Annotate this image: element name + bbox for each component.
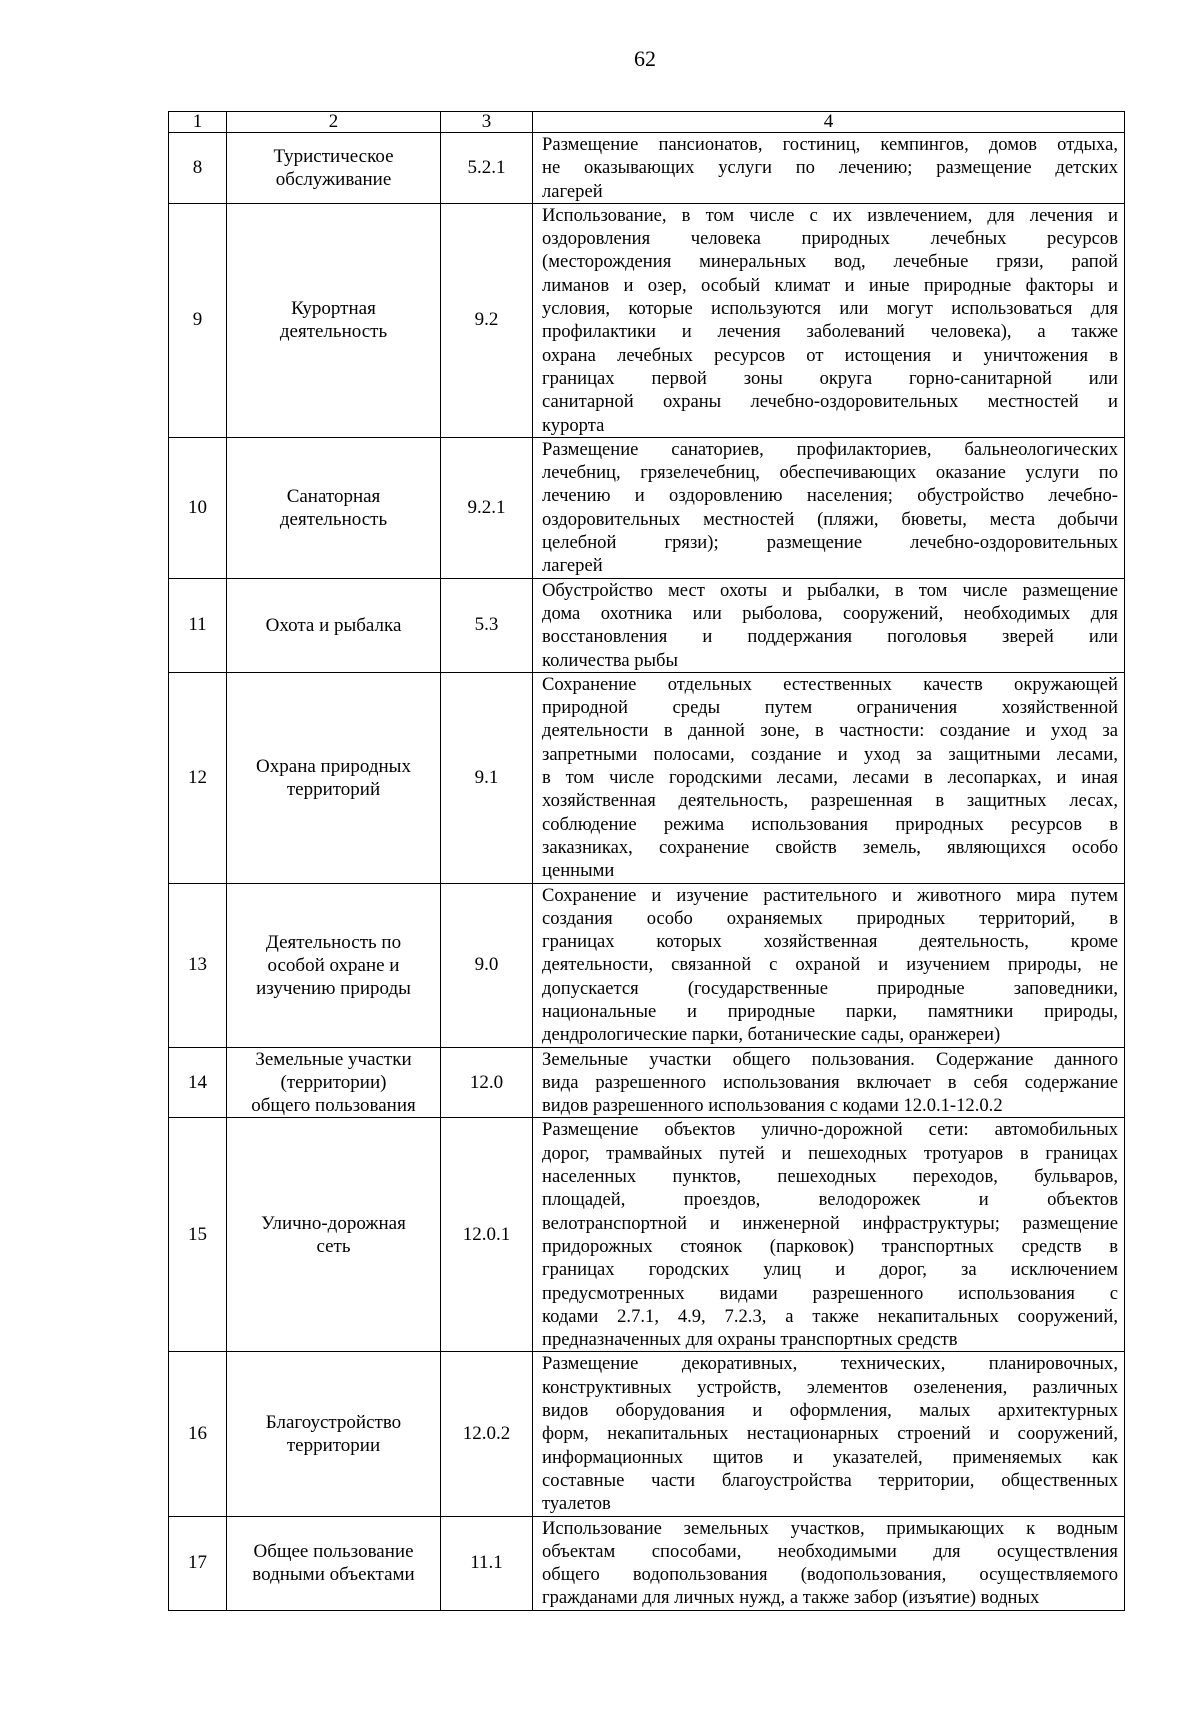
table-row: [169, 437, 1125, 578]
description-line: условия, которые используются или могут использоваться для: [542, 298, 1118, 320]
description-line: лагерей: [542, 180, 603, 202]
column-header: 4: [533, 112, 1125, 133]
description-line: курорта: [542, 414, 605, 436]
description-line: гражданами для личных нужд, а также забор (изъятие) водных: [542, 1587, 1040, 1609]
description-line: в том числе городскими лесами, лесами в лесопарках, и иная: [542, 767, 1118, 789]
land-use-code: 5.3: [441, 578, 533, 672]
description-line: деятельности в данной зоне, в частности: создание и уход за: [542, 720, 1118, 742]
description-line: создания особо охраняемых природных территорий, в: [542, 907, 1118, 929]
land-use-code: 5.2.1: [441, 133, 533, 204]
row-number: 9: [169, 203, 227, 437]
row-number: 15: [169, 1118, 227, 1352]
description-line: Сохранение и изучение растительного и животного мира путем: [542, 884, 1118, 906]
description-line: дома охотника или рыболова, сооружений, необходимых для: [542, 602, 1118, 624]
description-line: лиманов и озер, особый климат и иные природные факторы и: [542, 274, 1118, 296]
description-line: заказниках, сохранение свойств земель, являющихся особо: [542, 836, 1118, 858]
description-line: национальные и природные парки, памятники природы,: [542, 1000, 1118, 1022]
description-line: Использование земельных участков, примыкающих к водным: [542, 1517, 1118, 1539]
description-line: лечебниц, грязелечебниц, обеспечивающих оказание услуги по: [542, 462, 1118, 484]
land-use-name-line: деятельность: [279, 508, 388, 530]
description-line: количества рыбы: [542, 649, 678, 671]
land-use-name: [227, 1352, 441, 1516]
description-line: восстановления и поддержания поголовья зверей или: [542, 626, 1118, 648]
description-line: Размещение декоративных, технических, планировочных,: [542, 1353, 1118, 1375]
land-use-name-line: Земельные участки: [255, 1049, 412, 1071]
description-line: видов оборудования и оформления, малых архитектурных: [542, 1400, 1118, 1422]
description-line: соблюдение режима использования природных ресурсов в: [542, 813, 1118, 835]
description-line: хозяйственная деятельность, разрешенная в защитных лесах,: [542, 790, 1118, 812]
description-line: Размещение объектов улично-дорожной сети: автомобильных: [542, 1119, 1118, 1141]
land-use-name-line: Охрана природных: [256, 755, 411, 777]
land-use-name: [227, 203, 441, 437]
land-use-description: [533, 1352, 1125, 1516]
land-use-description: [533, 883, 1125, 1047]
description-line: кодами 2.7.1, 4.9, 7.2.3, а также некапитальных сооружений,: [542, 1305, 1118, 1327]
land-use-description: [533, 1516, 1125, 1610]
description-line: велотранспортной и инженерной инфраструктуры; размещение: [542, 1212, 1118, 1234]
land-use-name-line: общего пользования: [251, 1095, 416, 1117]
description-line: оздоровительных местностей (пляжи, бюветы, места добычи: [542, 508, 1118, 530]
land-use-name: [227, 133, 441, 204]
land-use-name-line: Курортная: [291, 298, 376, 320]
description-line: объектам способами, необходимыми для осуществления: [542, 1540, 1118, 1562]
description-line: целебной грязи); размещение лечебно-оздоровительных: [542, 532, 1118, 554]
description-line: дендрологические парки, ботанические сады, оранжереи): [542, 1024, 1001, 1046]
description-line: Использование, в том числе с их извлечением, для лечения и: [542, 204, 1118, 226]
row-number: 12: [169, 672, 227, 883]
table-body: [169, 133, 1125, 1611]
land-use-name: [227, 1516, 441, 1610]
land-use-code: 9.1: [441, 672, 533, 883]
land-use-name-line: (территории): [280, 1072, 387, 1094]
row-number: 10: [169, 437, 227, 578]
table-row: [169, 883, 1125, 1047]
row-number: 13: [169, 883, 227, 1047]
description-line: санитарной охраны лечебно-оздоровительных местностей и: [542, 391, 1118, 413]
description-line: предусмотренных видами разрешенного использования с: [542, 1282, 1118, 1304]
description-line: охрана лечебных ресурсов от истощения и уничтожения в: [542, 344, 1118, 366]
land-use-code: 9.2: [441, 203, 533, 437]
description-line: предназначенных для охраны транспортных средств: [542, 1329, 958, 1351]
land-use-code: 9.0: [441, 883, 533, 1047]
land-use-name-line: Туристическое: [273, 145, 394, 167]
land-use-code: 12.0.1: [441, 1118, 533, 1352]
land-use-name-line: особой охране и: [267, 954, 400, 976]
table-row: [169, 133, 1125, 204]
description-line: Размещение санаториев, профилакториев, бальнеологических: [542, 438, 1118, 460]
description-line: ценными: [542, 860, 615, 882]
row-number: 16: [169, 1352, 227, 1516]
column-header: 3: [441, 112, 533, 133]
land-use-name: [227, 672, 441, 883]
description-line: Размещение пансионатов, гостиниц, кемпингов, домов отдыха,: [542, 134, 1118, 155]
land-use-name-line: сеть: [316, 1235, 351, 1257]
description-line: форм, некапитальных нестационарных строений и сооружений,: [542, 1423, 1118, 1445]
land-use-name: [227, 578, 441, 672]
description-line: допускается (государственные природные заповедники,: [542, 977, 1118, 999]
row-number: 11: [169, 578, 227, 672]
description-line: деятельности, связанной с охраной и изучением природы, не: [542, 954, 1118, 976]
row-number: 14: [169, 1047, 227, 1118]
land-use-name-line: обслуживание: [275, 168, 392, 190]
description-line: Земельные участки общего пользования. Содержание данного: [542, 1048, 1118, 1070]
land-use-description: [533, 1047, 1125, 1118]
description-line: дорог, трамвайных путей и пешеходных тротуаров в границах: [542, 1142, 1118, 1164]
land-use-description: [533, 672, 1125, 883]
land-use-name-line: изучению природы: [256, 977, 411, 999]
table-row: [169, 578, 1125, 672]
land-use-name-line: водными объектами: [252, 1564, 415, 1586]
land-use-name: [227, 883, 441, 1047]
table-row: [169, 1516, 1125, 1610]
land-use-description: [533, 1118, 1125, 1352]
description-line: Сохранение отдельных естественных качеств окружающей: [542, 673, 1118, 695]
land-use-code: 12.0: [441, 1047, 533, 1118]
description-line: лагерей: [542, 555, 603, 577]
land-use-name-line: деятельность: [279, 321, 388, 343]
description-line: природной среды путем ограничения хозяйственной: [542, 697, 1118, 719]
land-use-description: [533, 203, 1125, 437]
table-row: [169, 1047, 1125, 1118]
description-line: не оказывающих услуги по лечению; размещение детских: [542, 157, 1118, 179]
description-line: конструктивных устройств, элементов озеленения, различных: [542, 1376, 1118, 1398]
column-header: 2: [227, 112, 441, 133]
land-use-name-line: Деятельность по: [265, 931, 402, 953]
land-use-name-line: Санаторная: [286, 485, 381, 507]
description-line: профилактики и лечения заболеваний человека), а также: [542, 321, 1118, 343]
description-line: придорожных стоянок (парковок) транспортных средств в: [542, 1235, 1118, 1257]
table-row: [169, 1352, 1125, 1516]
description-line: границах первой зоны округа горно-санитарной или: [542, 367, 1118, 389]
land-use-code: 11.1: [441, 1516, 533, 1610]
description-line: оздоровления человека природных лечебных ресурсов: [542, 228, 1118, 250]
description-line: вида разрешенного использования включает в себя содержание: [542, 1071, 1118, 1093]
land-use-table: [168, 111, 1125, 1611]
table-row: [169, 672, 1125, 883]
land-use-name-line: Улично-дорожная: [261, 1212, 406, 1234]
description-line: площадей, проездов, велодорожек и объектов: [542, 1189, 1118, 1211]
description-line: туалетов: [542, 1493, 611, 1515]
land-use-description: [533, 437, 1125, 578]
description-line: (месторождения минеральных вод, лечебные грязи, рапой: [542, 251, 1118, 273]
land-use-name-line: Благоустройство: [265, 1411, 402, 1433]
land-use-name: [227, 1118, 441, 1352]
land-use-name-line: территории: [286, 1434, 381, 1456]
description-line: составные части благоустройства территории, общественных: [542, 1469, 1118, 1491]
land-use-code: 12.0.2: [441, 1352, 533, 1516]
description-line: населенных пунктов, пешеходных переходов, бульваров,: [542, 1166, 1118, 1188]
land-use-name: [227, 1047, 441, 1118]
table-row: [169, 203, 1125, 437]
land-use-name-line: территорий: [286, 778, 381, 800]
description-line: лечению и оздоровлению населения; обустройство лечебно-: [542, 485, 1118, 507]
table-header-row: [169, 112, 1125, 133]
description-line: видов разрешенного использования с кодами 12.0.1-12.0.2: [542, 1095, 1003, 1117]
row-number: 17: [169, 1516, 227, 1610]
column-header: 1: [169, 112, 227, 133]
page-number: 62: [634, 46, 656, 71]
land-use-description: [533, 578, 1125, 672]
land-use-description: [533, 133, 1125, 204]
table-row: [169, 1118, 1125, 1352]
land-use-name-line: Общее пользование: [253, 1541, 414, 1563]
land-use-name-line: Охота и рыбалка: [265, 614, 402, 636]
row-number: 8: [169, 133, 227, 204]
description-line: информационных щитов и указателей, применяемых как: [542, 1446, 1118, 1468]
description-line: запретными полосами, создание и уход за защитными лесами,: [542, 743, 1118, 765]
description-line: границах городских улиц и дорог, за исключением: [542, 1259, 1118, 1281]
description-line: общего водопользования (водопользования, осуществляемого: [542, 1564, 1118, 1586]
description-line: Обустройство мест охоты и рыбалки, в том числе размещение: [542, 579, 1118, 601]
description-line: границах которых хозяйственная деятельность, кроме: [542, 931, 1118, 953]
land-use-name: [227, 437, 441, 578]
land-use-code: 9.2.1: [441, 437, 533, 578]
